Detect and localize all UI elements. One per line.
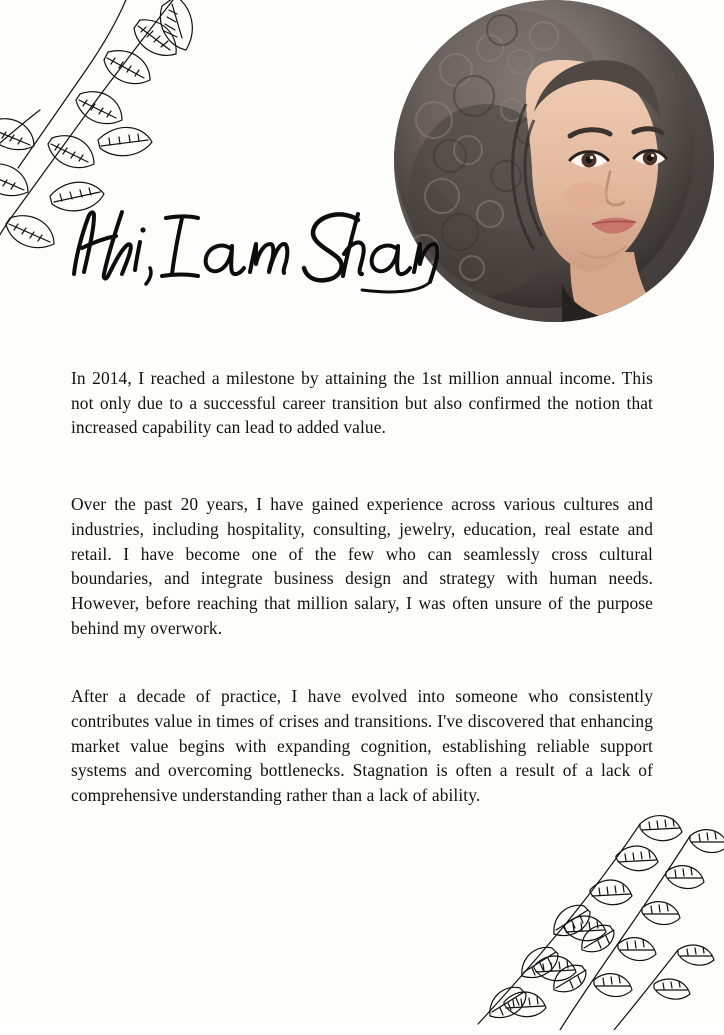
portrait-photo <box>394 0 714 322</box>
paragraph-2: Over the past 20 years, I have gained experience across various cultures and industries, including hospitality, consulting, jewelry, education, real estate and retail. I have become one of the few who can seamlessly cross cultural boundaries, and integrate business design and strategy with human needs. However, before reaching that million salary, I was often unsure of the purpose behind my overwork. <box>71 494 653 638</box>
paragraph-spacer <box>71 440 653 492</box>
paragraph-1: In 2014, I reached a milestone by attaining the 1st million annual income. This not only due to a successful career transition but also confirmed the notion that increased capability can lead to added value. <box>71 368 653 438</box>
page-title <box>62 196 442 306</box>
paragraph-3: After a decade of practice, I have evolved into someone who consistently contributes value in times of crises and transitions. I've discovered that enhancing market value begins with expanding cognition, establishing reliable support systems and overcoming bottlenecks. Stagnation is often a result of a lack of comprehensive understanding rather than a lack of ability. <box>71 686 653 806</box>
body-content <box>71 366 653 808</box>
paragraph-spacer <box>71 640 653 684</box>
botanical-branch-bottom-right-icon <box>464 780 724 1030</box>
